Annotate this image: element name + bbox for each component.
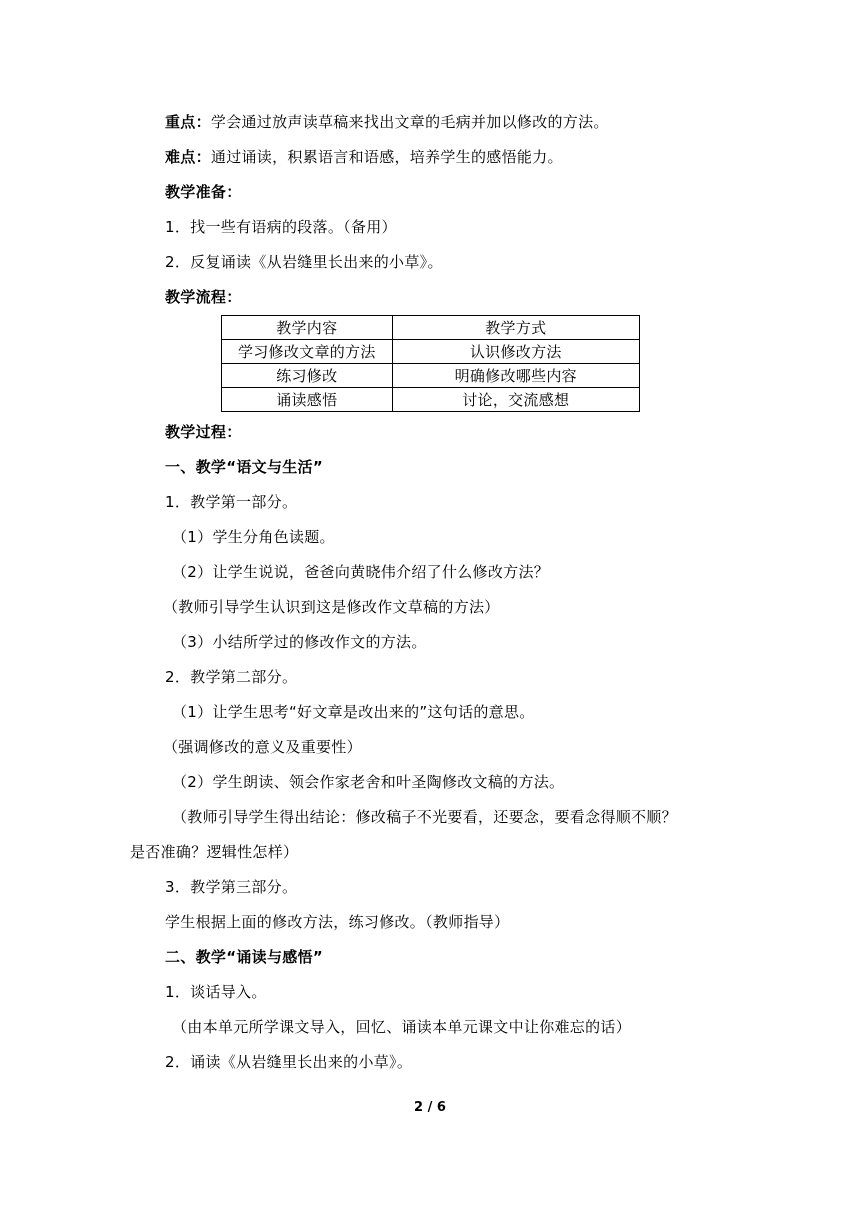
section2-title: 二、教学“诵读与感悟”	[165, 948, 324, 966]
table-cell: 学习修改文章的方法	[222, 340, 393, 364]
difficulty-label: 难点：	[165, 148, 211, 166]
prep-heading: 教学准备：	[165, 183, 242, 201]
section1-line: （2）让学生说说，爸爸向黄晓伟介绍了什么修改方法？	[172, 563, 550, 581]
table-cell: 明确修改哪些内容	[392, 364, 639, 388]
section2-line: （由本单元所学课文导入，回忆、诵读本单元课文中让你难忘的话）	[172, 1018, 632, 1036]
section1-line: （3）小结所学过的修改作文的方法。	[172, 633, 427, 651]
section1-line: （2）学生朗读、领会作家老舍和叶圣陶修改文稿的方法。	[172, 773, 565, 791]
table-cell: 诵读感悟	[222, 388, 393, 412]
table-row	[222, 340, 640, 364]
section1-line: （教师引导学生得出结论：修改稿子不光要看，还要念，要看念得顺不顺？	[172, 808, 677, 826]
section1-line: （1）让学生思考“好文章是改出来的”这句话的意思。	[172, 703, 535, 721]
section1-line: 学生根据上面的修改方法，练习修改。（教师指导）	[165, 913, 510, 931]
page-number: 2 / 6	[414, 1100, 446, 1115]
section1-line: （1）学生分角色读题。	[172, 528, 335, 546]
prep-item: 1．找一些有语病的段落。（备用）	[165, 218, 397, 236]
table-cell: 练习修改	[222, 364, 393, 388]
section1-line: （教师引导学生认识到这是修改作文草稿的方法）	[163, 598, 500, 616]
section1-line: 1．教学第一部分。	[165, 493, 298, 511]
section1-title: 一、教学“语文与生活”	[165, 458, 324, 476]
difficulty-line	[165, 147, 563, 167]
flow-table	[221, 315, 640, 412]
prep-item: 2．反复诵读《从岩缝里长出来的小草》。	[165, 253, 443, 271]
flow-heading: 教学流程：	[165, 288, 242, 306]
key-point-label: 重点：	[165, 113, 211, 131]
table-header-cell: 教学内容	[222, 316, 393, 340]
difficulty-text: 通过诵读，积累语言和语感，培养学生的感悟能力。	[210, 148, 563, 166]
section1-line: 3．教学第三部分。	[165, 878, 298, 896]
section2-line: 2．诵读《从岩缝里长出来的小草》。	[165, 1053, 413, 1071]
table-row	[222, 364, 640, 388]
table-cell: 认识修改方法	[392, 340, 639, 364]
section1-line: 是否准确？逻辑性怎样）	[130, 843, 299, 861]
section1-line: 2．教学第二部分。	[165, 668, 298, 686]
table-header-row	[222, 316, 640, 340]
process-heading: 教学过程：	[165, 423, 242, 441]
section2-line: 1．谈话导入。	[165, 983, 267, 1001]
key-point-text: 学会通过放声读草稿来找出文章的毛病并加以修改的方法。	[210, 113, 609, 131]
table-header-cell: 教学方式	[392, 316, 639, 340]
table-cell: 讨论，交流感想	[392, 388, 639, 412]
section1-line: （强调修改的意义及重要性）	[163, 738, 362, 756]
table-row	[222, 388, 640, 412]
key-point-line	[165, 112, 609, 132]
